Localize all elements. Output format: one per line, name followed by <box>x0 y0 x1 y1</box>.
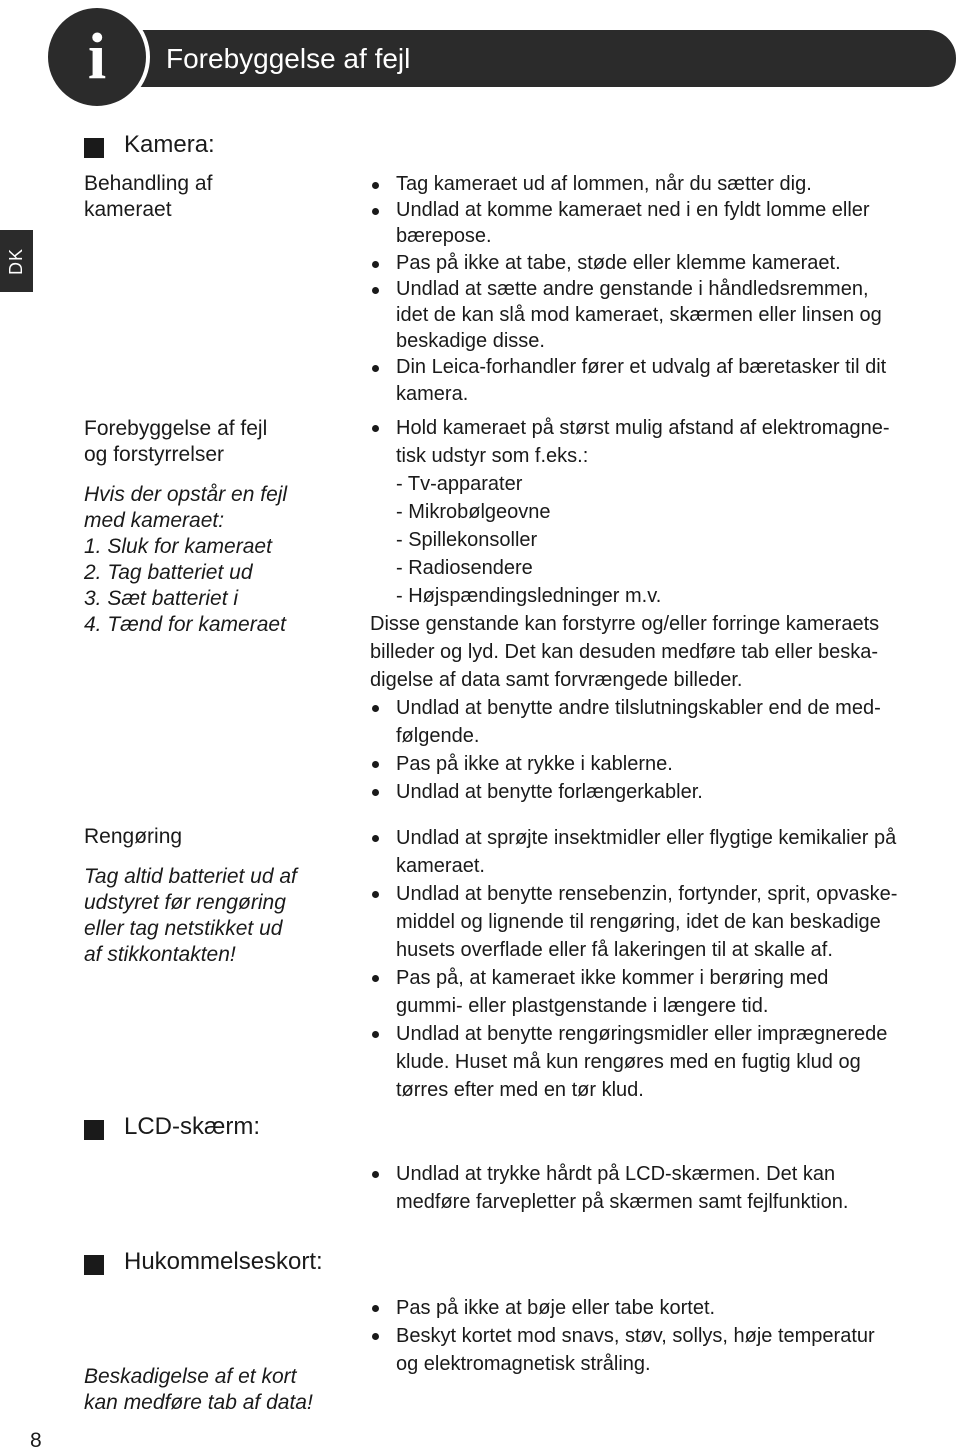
section-title-lcd: LCD-skærm: <box>124 1113 260 1140</box>
list-item: Beskyt kortet mod snavs, støv, sollys, høje temperatur og elektromagnetisk stråling. <box>370 1322 960 1378</box>
list-item: Tag kameraet ud af lommen, når du sætter dig. <box>370 171 960 197</box>
device-item: - Højspændingsledninger m.v. <box>396 585 662 607</box>
device-item: - Spillekonsoller <box>396 529 538 551</box>
page-number: 8 <box>30 1429 42 1452</box>
list-item: Pas på ikke at bøje eller tabe kortet. <box>370 1294 960 1322</box>
language-tab-label-wrap <box>0 230 33 292</box>
list-item: Undlad at sætte andre genstande i håndledsremmen, idet de kan slå mod kameraet, skærmen eller linsen og beskadige disse. <box>370 276 960 355</box>
info-icon: i <box>87 20 107 93</box>
list-item: Din Leica-forhandler fører et udvalg af bæretasker til dit kamera. <box>370 354 960 406</box>
memory-bullets <box>370 1294 960 1378</box>
list-item: Undlad at benytte forlængerkabler. <box>370 778 960 806</box>
paragraph: Disse genstande kan forstyrre og/eller forringe kameraets billeder og lyd. Det kan desuden medføre tab eller beska- digelse af data samt forvrængede billeder. <box>370 613 880 691</box>
device-item: - Mikrobølgeovne <box>396 501 551 523</box>
list-item: 1. Sluk for kameraet <box>84 535 272 558</box>
prevention-steps <box>84 482 354 638</box>
prevention-content <box>370 414 960 806</box>
list-item: 3. Sæt batteriet i <box>84 587 239 610</box>
list-item: Undlad at komme kameraet ned i en fyldt lomme eller bærepose. <box>370 197 960 249</box>
note-line: af stikkontakten! <box>84 943 236 966</box>
section-marker-icon <box>84 1255 104 1275</box>
section-marker-icon <box>84 138 104 158</box>
handling-bullets <box>370 171 960 407</box>
list-item: Undlad at benytte andre tilslutningskabler end de med- følgende. <box>370 694 960 750</box>
note-line: eller tag netstikket ud <box>84 917 283 940</box>
language-tab-label: DK <box>5 247 26 275</box>
cleaning-note <box>84 864 354 968</box>
cleaning-heading: Rengøring <box>84 825 183 848</box>
note-line: Tag altid batteriet ud af <box>84 865 297 888</box>
memory-note <box>84 1364 354 1416</box>
list-item: Pas på ikke at rykke i kablerne. <box>370 750 960 778</box>
note-line: kan medføre tab af data! <box>84 1391 313 1414</box>
cleaning-bullets <box>370 824 960 1104</box>
lcd-bullets <box>370 1160 960 1216</box>
list-item: Pas på, at kameraet ikke kommer i berøring med gummi- eller plastgenstande i længere tid. <box>370 964 960 1020</box>
section-title-camera: Kamera: <box>124 131 215 158</box>
list-item: med kameraet: <box>84 509 225 532</box>
list-item: 2. Tag batteriet ud <box>84 561 253 584</box>
section-title-memory: Hukommelseskort: <box>124 1248 323 1275</box>
section-marker-icon <box>84 1120 104 1140</box>
list-item: Hold kameraet på størst mulig afstand af elektromagne- tisk udstyr som f.eks.: <box>370 414 960 470</box>
prevention-heading: Forebyggelse af fejl og forstyrrelser <box>84 417 268 466</box>
list-item: Undlad at trykke hårdt på LCD-skærmen. Det kan medføre farvepletter på skærmen samt fejlfunktion. <box>370 1160 960 1216</box>
page-title: Forebyggelse af fejl <box>166 43 411 74</box>
device-item: - Radiosendere <box>396 557 533 579</box>
list-item: 4. Tænd for kameraet <box>84 613 286 636</box>
handling-heading: Behandling af kameraet <box>84 172 213 221</box>
device-item: - Tv-apparater <box>396 473 523 495</box>
list-item: Undlad at sprøjte insektmidler eller flygtige kemikalier på kameraet. <box>370 824 960 880</box>
list-item: Undlad at benytte rengøringsmidler eller imprægnerede klude. Huset må kun rengøres med en fugtig klud og tørres efter med en tør klud. <box>370 1020 960 1104</box>
list-item: Undlad at benytte rensebenzin, fortynder, sprit, opvaske- middel og lignende til rengøring, idet de kan beskadige husets overflade eller få lakeringen til at skalle af. <box>370 880 960 964</box>
note-line: udstyret før rengøring <box>84 891 286 914</box>
list-item: Hvis der opstår en fejl <box>84 483 288 506</box>
list-item: Pas på ikke at tabe, støde eller klemme kameraet. <box>370 250 960 276</box>
note-line: Beskadigelse af et kort <box>84 1365 297 1388</box>
